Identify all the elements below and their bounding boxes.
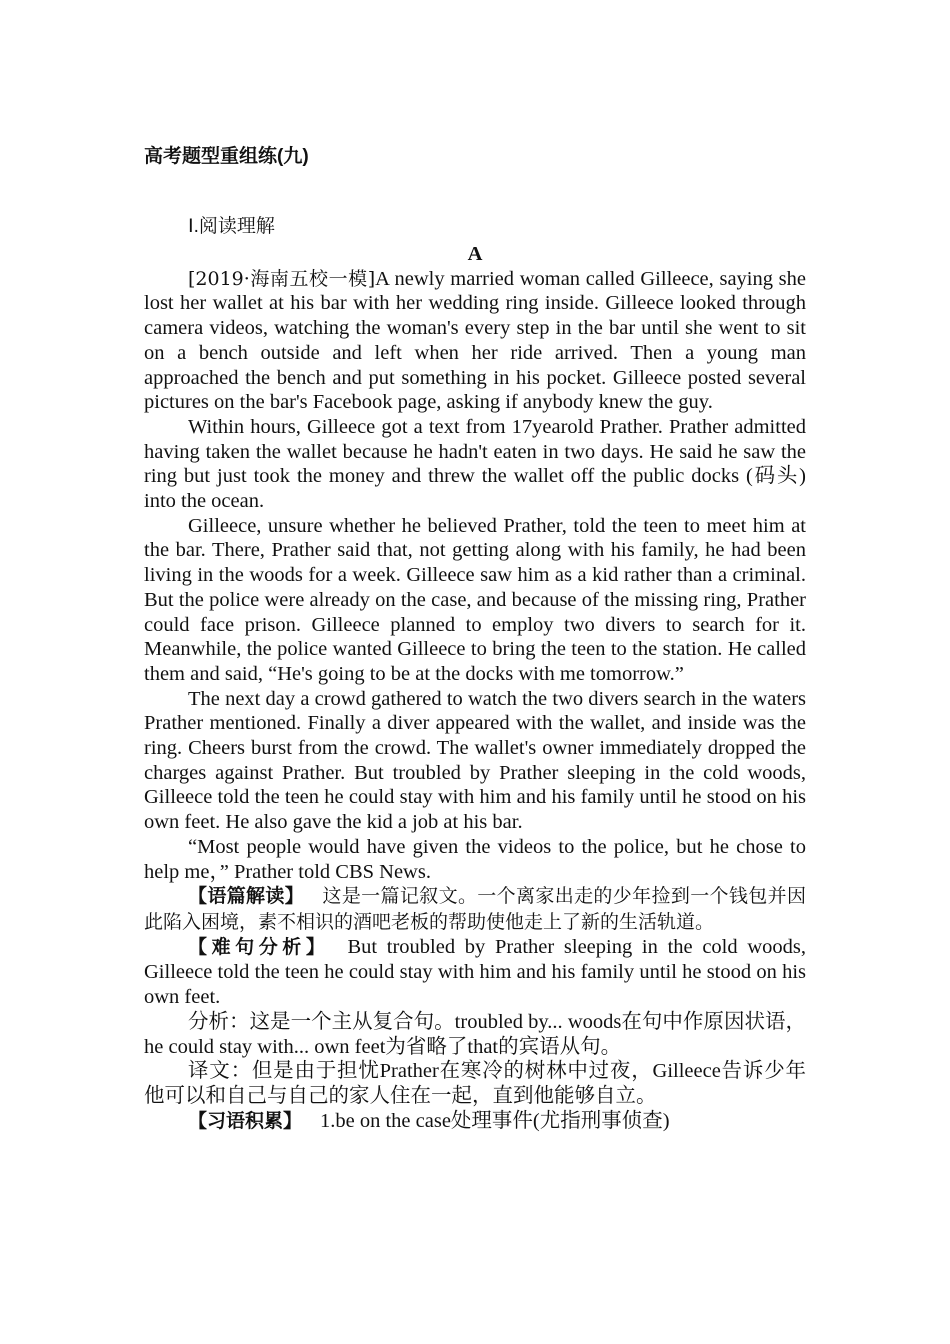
discourse-analysis-note [144, 884, 806, 934]
passage-paragraph-5: “Most people would have given the videos to the police, but he chose to help me，” Prather told CBS News. [144, 835, 806, 883]
section-title: Ⅰ.阅读理解 [188, 216, 275, 237]
paragraph-text: A newly married woman called Gilleece, saying she lost her wallet at his bar with her wedding ring inside. Gilleece looked through camera videos, watching the woman's every step in the bar until she went to sit on a bench outside and left when her ride arrived. Then a young man approached the bench and put something in his pocket. Gilleece posted several pictures on the bar's Facebook page, asking if anybody knew the guy. [144, 267, 806, 414]
document-title: 高考题型重组练(九) [144, 146, 309, 167]
difficult-sentence-text: But troubled by Prather sleeping in the cold woods, Gilleece told the teen he could stay with him and his family until he stood on his own feet. [144, 935, 806, 1009]
passage-label: A [467, 243, 483, 265]
difficult-sentence-label: 【难句分析】 [188, 936, 330, 958]
difficult-sentence-note [144, 935, 806, 1010]
source-citation: [2019·海南五校一模] [188, 267, 376, 290]
idiom-note [144, 1109, 806, 1135]
passage-paragraph-4: The next day a crowd gathered to watch the two divers search in the waters Prather mentioned. Finally a diver appeared with the wallet, and inside was the ring. Cheers burst from the crowd. The wallet's owner immediately dropped the charges against Prather. But troubled by Prather sleeping in the cold woods, Gilleece told the teen he could stay with him and his family until he stood on his own feet. He also gave the kid a job at his bar. [144, 687, 806, 834]
passage-paragraph-3: Gilleece, unsure whether he believed Prather, told the teen to meet him at the bar. There, Prather said that, not getting along with his family, he had been living in the woods for a week. Gilleece saw him as a kid rather than a criminal. But the police were already on the case, and because of the missing ring, Prather could face prison. Gilleece planned to employ two divers to search for it. Meanwhile, the police wanted Gilleece to bring the teen to the station. He called them and said, “He's going to be at the docks with me tomorrow.” [144, 514, 806, 685]
document-page [144, 140, 806, 1134]
passage-paragraph-1 [144, 267, 806, 415]
idiom-text: 1.be on the case处理事件(尤指刑事侦查) [320, 1109, 670, 1132]
sentence-breakdown: 分析：这是一个主从复合句。troubled by... woods在句中作原因状语，he could stay with... own feet为省略了that的宾语从句。 [144, 1010, 806, 1058]
passage-paragraph-2: Within hours, Gilleece got a text from 17yearold Prather. Prather admitted having taken the wallet because he hadn't eaten in two days. He said he saw the ring but just took the money and threw the wallet off the public docks (码头) into the ocean. [144, 415, 806, 513]
idiom-label: 【习语积累】 [188, 1110, 303, 1132]
discourse-analysis-label: 【语篇解读】 [188, 886, 305, 908]
sentence-translation: 译文：但是由于担忧Prather在寒冷的树林中过夜，Gilleece告诉少年他可以和自己与自己的家人住在一起，直到他能够自立。 [144, 1060, 806, 1107]
discourse-analysis-text: 这是一篇记叙文。一个离家出走的少年捡到一个钱包并因此陷入困境，素不相识的酒吧老板的帮助使他走上了新的生活轨道。 [144, 885, 806, 933]
